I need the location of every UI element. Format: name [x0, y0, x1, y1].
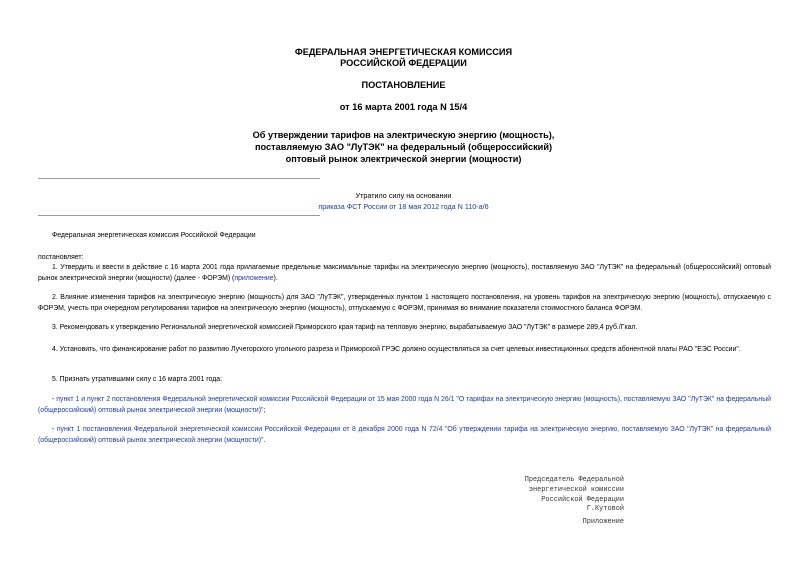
status-note-text: Утратило силу на основании — [355, 191, 452, 200]
paragraph-1: 1. Утвердить и ввести в действие с 16 марта 2001 года прилагаемые предельные максимальные тарифы на электрическую энергию (мощность), поставляемую ЗАО "ЛуТЭК" на федеральный (общероссийский) оптовый рынок электрической энергии (мощности) (далее - ФОРЭМ) (приложение). — [38, 264, 771, 283]
signature-name: Г.Кутовой — [586, 505, 624, 514]
paragraph-5: 5. Признать утратившими силу с 16 марта 2001 года: — [52, 376, 223, 383]
bottom-divider — [38, 215, 320, 216]
doc-title-line2: поставляемую ЗАО "ЛуТЭК" на федеральный (общероссийский) — [254, 142, 553, 152]
paragraph-3: 3. Рекомендовать к утверждению Региональной энергетической комиссией Приморского края тариф на тепловую энергию, вырабатываемую ЗАО "ЛуТЭК" в размере 289,4 руб./Гкал. — [52, 324, 638, 331]
repeal-order-link[interactable]: приказа ФСТ России от 18 мая 2012 года N 110-а/6 — [318, 202, 489, 211]
signature-line2: энергетической комиссии — [528, 485, 624, 494]
appendix-label: Приложение — [582, 518, 624, 526]
decree-72-4-link[interactable]: пункт 1 постановления Федеральной энергетической комиссии Российской Федерации от 8 декабря 2000 года N 72/4 "Об утверждении тарифа на электрическую энергию, поставляемую ЗАО "ЛуТЭК" на федеральный (общероссийский) оптовый рынок электрической энергии (мощности)" — [38, 426, 771, 445]
paragraph-2: 2. Влияние изменения тарифов на электрическую энергию (мощность) для ЗАО "ЛуТЭК", утвержденных пунктом 1 настоящего постановления, на уровень тарифов на электрическую энергию (мощность), отпускаемую с ФОРЭМ, учесть при очередном регулировании тарифов на электрическую энергию (мощность), отпускаемую с ФОРЭМ, принимая во внимание показатели стоимостного баланса ФОРЭМ. — [38, 294, 771, 313]
decrees-text: постановляет: — [38, 254, 84, 261]
paragraph-4: 4. Установить, что финансирование работ по развитию Лучегорского угольного разреза и Приморской ГРЭС должно осуществляться за счет целевых инвестиционных средств абонентной платы РАО "ЕЭС России". — [52, 346, 741, 353]
doc-type: ПОСТАНОВЛЕНИЕ — [361, 80, 446, 90]
paragraph-5b: - пункт 1 постановления Федеральной энергетической комиссии Российской Федерации от 8 декабря 2000 года N 72/4 "Об утверждении тарифа на электрическую энергию, поставляемую ЗАО "ЛуТЭК" на федеральный (общероссийский) оптовый рынок электрической энергии (мощности)". — [38, 426, 771, 445]
top-divider — [38, 178, 320, 179]
doc-title-line3: оптовый рынок электрической энергии (мощности) — [285, 154, 522, 164]
doc-title-line1: Об утверждении тарифов на электрическую энергию (мощность), — [252, 130, 555, 140]
org-name-line2: РОССИЙСКОЙ ФЕДЕРАЦИИ — [340, 58, 467, 68]
org-name-line1: ФЕДЕРАЛЬНАЯ ЭНЕРГЕТИЧЕСКАЯ КОМИССИЯ — [294, 47, 513, 57]
appendix-link[interactable]: приложение — [234, 275, 274, 283]
signature-line3: Российской Федерации — [541, 495, 624, 504]
intro-text: Федеральная энергетическая комиссия Российской Федерации — [52, 232, 256, 239]
signature-block — [440, 476, 624, 515]
signature-line1: Председатель Федеральной — [524, 476, 624, 484]
decree-26-1-link[interactable]: пункт 1 и пункт 2 постановления Федеральной энергетической комиссии Российской Федерации от 15 мая 2000 года N 26/1 "О тарифах на электрическую энергию (мощность), поставляемую ЗАО "ЛуТЭК" на федеральный (общероссийский) оптовый рынок электрической энергии (мощности)" — [38, 396, 772, 415]
paragraph-5a: - пункт 1 и пункт 2 постановления Федеральной энергетической комиссии Российской Федерации от 15 мая 2000 года N 26/1 "О тарифах на электрическую энергию (мощность), поставляемую ЗАО "ЛуТЭК" на федеральный (общероссийский) оптовый рынок электрической энергии (мощности)"; — [38, 396, 772, 415]
doc-date: от 16 марта 2001 года N 15/4 — [339, 102, 468, 112]
